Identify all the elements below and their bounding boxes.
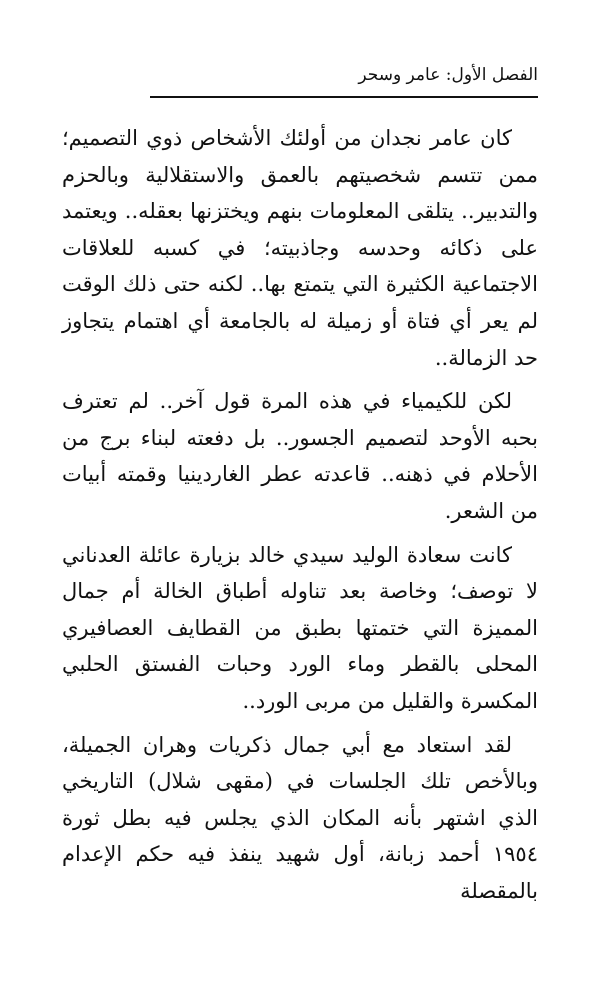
paragraph-3: كانت سعادة الوليد سيدي خالد بزيارة عائلة العدناني لا توصف؛ وخاصة بعد تناوله أطباق الخالة أم جمال المميزة التي ختمتها بطبق من القطايف العصافيري المحلى بالقطر وماء الورد وحبات الفستق الحلبي المكسرة والقليل من مربى الورد.. <box>62 542 538 713</box>
paragraph-2: لكن للكيمياء في هذه المرة قول آخر.. لم تعترف بحبه الأوحد لتصميم الجسور.. بل دفعته لبناء برج من الأحلام في ذهنه.. قاعدته عطر الغاردينيا وقمته أبيات من الشعر. <box>62 389 538 523</box>
chapter-header: الفصل الأول: عامر وسحر <box>358 65 538 85</box>
paragraph-4: لقد استعاد مع أبي جمال ذكريات وهران الجميلة، وبالأخص تلك الجلسات في (مقهى شلال) التاريخي الذي اشتهر بأنه المكان الذي يجلس فيه بطل ثورة ١٩٥٤ أحمد زبانة، أول شهيد ينفذ فيه حكم الإعدام بالمقصلة <box>62 732 538 903</box>
chapter-body <box>62 120 538 916</box>
paragraph-1: كان عامر نجدان من أولئك الأشخاص ذوي التصميم؛ ممن تتسم شخصيتهم بالعمق والاستقلالية وبالحزم والتدبير.. يتلقى المعلومات بنهم ويختزنها بعقله.. ويعتمد على ذكائه وحدسه وجاذبيته؛ في كسبه للعلاقات الاجتماعية الكثيرة التي يتمتع بها.. لكنه حتى ذلك الوقت لم يعر أي فتاة أو زميلة له بالجامعة أي اهتمام يتجاوز حد الزمالة.. <box>62 126 538 370</box>
header-divider <box>150 96 538 98</box>
